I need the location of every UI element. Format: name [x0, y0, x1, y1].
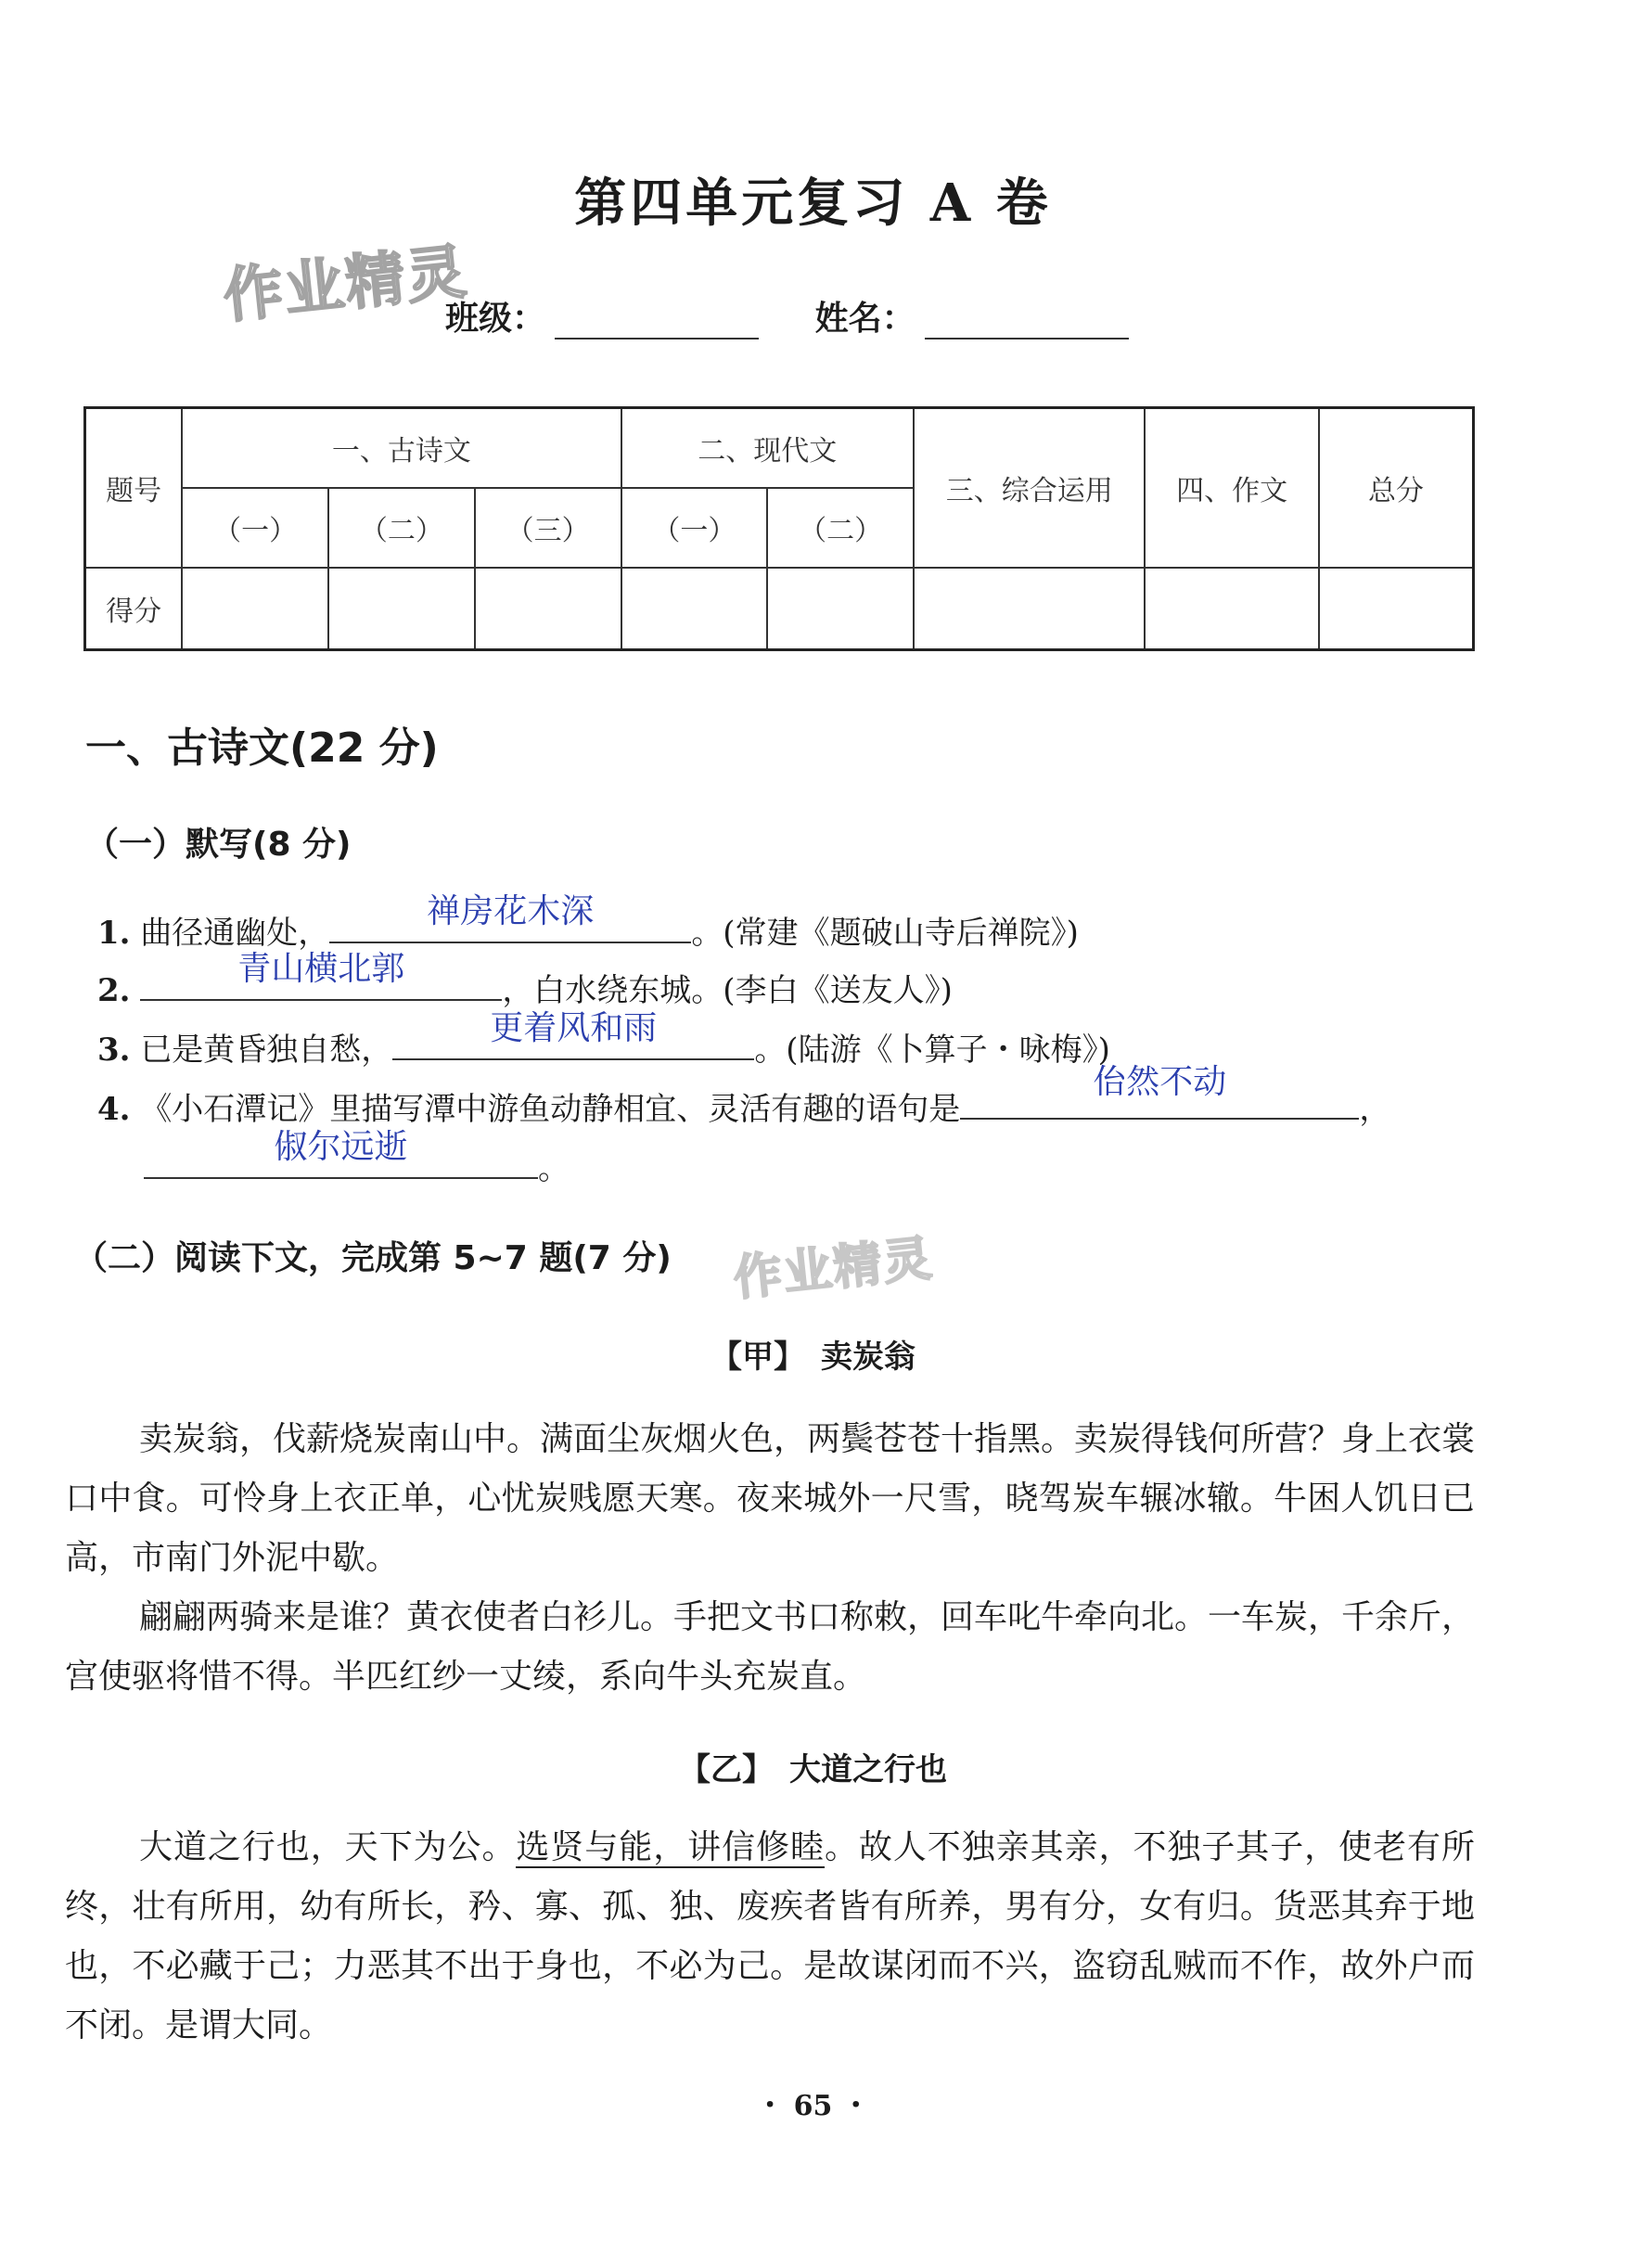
table-sub-col: （一）: [182, 488, 328, 568]
class-label: 班级：: [445, 300, 546, 338]
answer-blank[interactable]: [960, 1063, 1359, 1120]
table-col-essay: 四、作文: [1145, 408, 1319, 569]
underlined-sentence: 选贤与能，讲信修睦: [516, 1828, 825, 1866]
paragraph: [65, 1818, 1475, 2056]
table-header-number: 题号: [85, 408, 183, 569]
passage-jia: [65, 1410, 1475, 1707]
table-col-total: 总分: [1319, 408, 1474, 569]
part-heading: （二）阅读下文，完成第 5~7 题(7 分): [74, 1239, 672, 1277]
name-label: 姓名：: [814, 300, 915, 338]
question-number: 2.: [97, 972, 131, 1009]
paragraph: 翩翩两骑来是谁？黄衣使者白衫儿。手把文书口称敕，回车叱牛牵向北。一车炭，千余斤，宫使驱将惜不得。半匹红纱一丈绫，系向牛头充炭直。: [65, 1598, 1476, 1696]
question-text: 曲径通幽处，: [140, 915, 330, 952]
handwritten-answer: 俶尔远逝: [274, 1128, 408, 1166]
handwritten-answer: 禅房花木深: [427, 892, 595, 930]
score-cell[interactable]: [1319, 568, 1474, 650]
watermark: 作业精灵: [220, 237, 471, 332]
paragraph: 卖炭翁，伐薪烧炭南山中。满面尘灰烟火色，两鬓苍苍十指黑。卖炭得钱何所营？身上衣裳口中食。可怜身上衣正单，心忧炭贱愿天寒。夜来城外一尺雪，晓驾炭车辗冰辙。牛困人饥日已高，市南门外泥中歇。: [65, 1420, 1476, 1577]
name-field[interactable]: [925, 308, 1129, 340]
question-number: 3.: [97, 1031, 131, 1069]
part-heading: （一）默写(8 分): [85, 826, 352, 864]
passage-title-jia: 【甲】 卖炭翁: [711, 1339, 915, 1376]
table-sub-col: （一）: [621, 488, 768, 568]
handwritten-answer: 更着风和雨: [490, 1009, 658, 1047]
question-text: 已是黄昏独自愁，: [140, 1031, 393, 1069]
table-sub-col: （二）: [328, 488, 475, 568]
student-info-line: [445, 292, 1173, 340]
handwritten-answer: 青山横北郭: [237, 950, 405, 988]
section-heading: 一、古诗文(22 分): [85, 724, 439, 772]
answer-blank[interactable]: [392, 1009, 754, 1060]
page-number: ・ 65 ・: [756, 2090, 870, 2122]
answer-blank[interactable]: [140, 950, 502, 1001]
watermark: 作业精灵: [731, 1230, 937, 1308]
score-cell[interactable]: [328, 568, 475, 650]
question-3: [97, 1009, 1110, 1070]
question-text: ，白水绕东城。(李白《送友人》): [502, 972, 953, 1009]
page-title: 第四单元复习 A 卷: [574, 173, 1052, 234]
paragraph-text: 。故人不独亲其亲，不独子其子，使老有所终，壮有所用，幼有所长，矜、寡、孤、独、废疾者皆有所养，男有分，女有归。货恶其弃于地也，不必藏于己；力恶其不出于身也，不必为己。是故谋闭而不兴，盗窃乱贼而不作，故外户而不闭。是谓大同。: [65, 1828, 1475, 2044]
question-text: ，: [1359, 1091, 1391, 1128]
question-text: 。(常建《题破山寺后禅院》): [691, 915, 1079, 952]
table-group-ancient: 一、古诗文: [182, 408, 621, 489]
table-col-comprehensive: 三、综合运用: [914, 408, 1145, 569]
score-cell[interactable]: [475, 568, 621, 650]
score-cell[interactable]: [767, 568, 914, 650]
question-number: 1.: [97, 915, 131, 952]
passage-title-yi: 【乙】 大道之行也: [679, 1751, 947, 1788]
question-text: 《小石潭记》里描写潭中游鱼动静相宜、灵活有趣的语句是: [140, 1091, 961, 1128]
answer-blank[interactable]: [144, 1128, 538, 1179]
score-table: [83, 406, 1475, 651]
answer-blank[interactable]: [329, 892, 691, 943]
question-4-continued: [144, 1128, 570, 1188]
passage-yi: [65, 1818, 1475, 2056]
table-sub-col: （二）: [767, 488, 914, 568]
class-field[interactable]: [555, 308, 759, 340]
score-cell[interactable]: [621, 568, 768, 650]
handwritten-answer: 佁然不动: [1093, 1063, 1227, 1101]
table-sub-col: （三）: [475, 488, 621, 568]
paragraph-text: 大道之行也，天下为公。: [139, 1828, 517, 1866]
table-group-modern: 二、现代文: [621, 408, 915, 489]
score-cell[interactable]: [182, 568, 328, 650]
score-cell[interactable]: [914, 568, 1145, 650]
question-number: 4.: [97, 1091, 131, 1128]
question-text: 。: [538, 1150, 570, 1187]
question-text: 。(陆游《卜算子・咏梅》): [754, 1031, 1110, 1069]
table-header-score: 得分: [85, 568, 183, 650]
score-cell[interactable]: [1145, 568, 1319, 650]
